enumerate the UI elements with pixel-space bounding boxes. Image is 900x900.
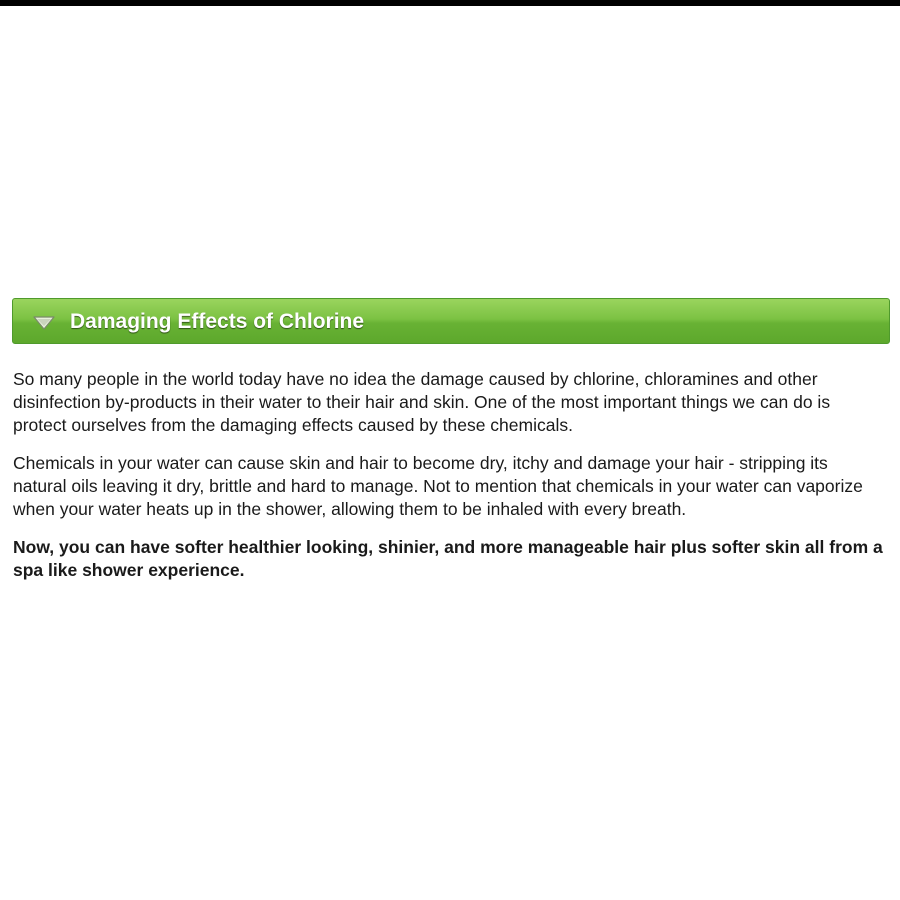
- top-border: [0, 0, 900, 6]
- paragraph-effects: Chemicals in your water can cause skin and hair to become dry, itchy and damage your hair - stripping its natural oils leaving it dry, brittle and hard to manage. Not to mention that chemicals in your water can vaporize when your water heats up in the shower, allowing them to be inhaled with every breath.: [13, 453, 863, 519]
- accordion-header-chlorine[interactable]: [12, 298, 890, 344]
- section-title: Damaging Effects of Chlorine: [70, 310, 365, 333]
- paragraph-benefits: Now, you can have softer healthier looking, shinier, and more manageable hair plus softer skin all from a spa like shower experience.: [13, 537, 883, 580]
- paragraph-intro: So many people in the world today have no idea the damage caused by chlorine, chloramines and other disinfection by-products in their water to their hair and skin. One of the most important things we can do is protect ourselves from the damaging effects caused by these chemicals.: [13, 369, 831, 435]
- triangle-down-icon[interactable]: [33, 316, 55, 330]
- section-content: [13, 368, 883, 597]
